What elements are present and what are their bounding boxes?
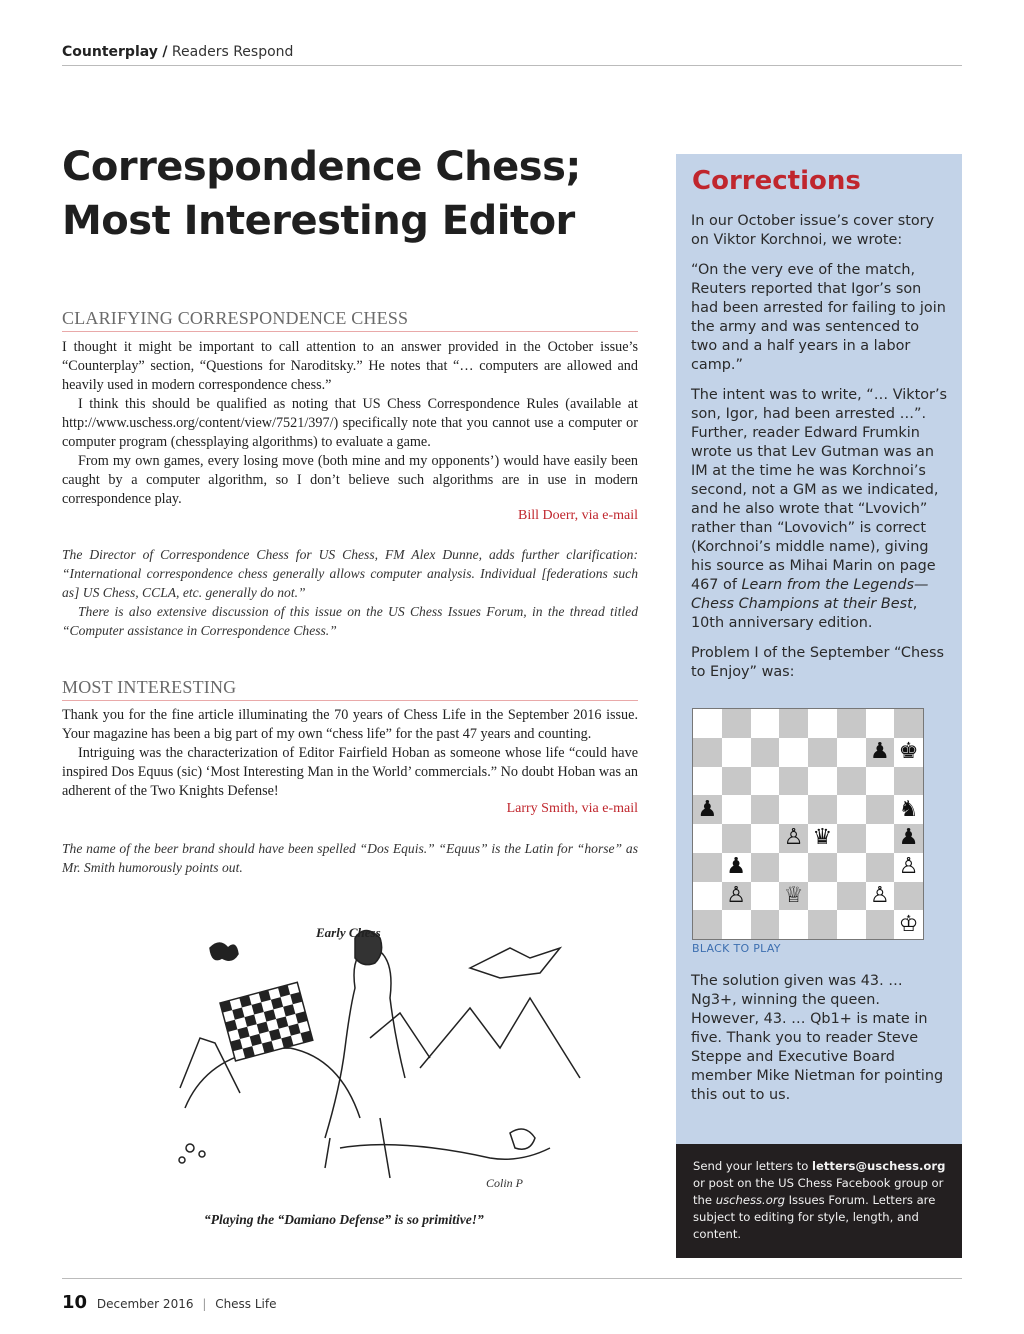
board-square: ♕ <box>779 882 808 911</box>
board-square <box>866 709 895 738</box>
board-square <box>779 795 808 824</box>
board-square <box>779 767 808 796</box>
board-square <box>866 824 895 853</box>
sidebar-p3-a: The intent was to write, “… Viktor’s son, Igor, had been arrested …”. Further, reader Edward Frumkin wrote us that Lev Gutman was an IM at the time he was Korchnoi’s second, not a GM as we indicated, and he also wrote that “Lvovich” rather than “Lovovich” is correct (Korchnoi’s middle name), giving his source as Mihai Marin on page 467 of <box>691 387 948 593</box>
board-square <box>779 910 808 939</box>
letters-site-link[interactable]: uschess.org <box>715 1193 785 1207</box>
cartoon-illustration <box>170 918 600 1238</box>
board-square <box>837 738 866 767</box>
letter2-p2: Intriguing was the characterization of Editor Fairfield Hoban as someone whose life “could have inspired Dos Equus (sic) ‘Most Interesting Man in the World’ commercials.” No doubt Hoban was an adherent of the Two Knights Defense! <box>62 745 638 799</box>
board-square: ♟ <box>866 738 895 767</box>
sidebar-p4: Problem I of the September “Chess to Enjoy” was: <box>691 645 944 680</box>
letter2-signature: Larry Smith, via e-mail <box>506 801 638 816</box>
board-square: ♙ <box>722 882 751 911</box>
letter1-note2: There is also extensive discussion of this issue on the US Chess Issues Forum, in the thread titled “Computer assistance in Correspondence Chess.” <box>62 604 638 638</box>
cartoon-artist-signature: Colin P <box>486 1176 524 1190</box>
header-subsection: Readers Respond <box>171 44 294 60</box>
sidebar-p1: In our October issue’s cover story on Viktor Korchnoi, we wrote: <box>691 213 935 248</box>
board-square <box>808 738 837 767</box>
letters-text-1: Send your letters to <box>693 1159 813 1173</box>
board-square <box>722 738 751 767</box>
board-square <box>751 853 780 882</box>
sidebar-p2: “On the very eve of the match, Reuters reported that Igor’s son had been arrested for failing to join the army and was sentenced to two and a half years in a labor camp.” <box>691 262 946 373</box>
board-square <box>808 853 837 882</box>
cartoon-label: Early Chess <box>316 925 381 940</box>
board-square <box>693 853 722 882</box>
board-square: ♞ <box>898 796 919 822</box>
sidebar-text-top <box>691 212 949 693</box>
title-line-1: Correspondence Chess; <box>62 144 581 190</box>
letter2-body <box>62 706 638 801</box>
running-header <box>62 44 962 60</box>
board-square <box>779 853 808 882</box>
footer-date: December 2016 <box>96 1297 194 1311</box>
header-separator: / <box>162 44 168 60</box>
board-square <box>808 767 837 796</box>
board-square <box>751 767 780 796</box>
board-square <box>779 709 808 738</box>
board-square <box>894 767 923 796</box>
board-square <box>751 882 780 911</box>
board-square: ♟ <box>894 824 923 853</box>
letter2-heading: MOST INTERESTING <box>62 677 638 701</box>
board-square <box>837 795 866 824</box>
letters-text-2: or post on the US Chess Facebook group or the <box>693 1176 944 1207</box>
header-section: Counterplay <box>62 44 158 60</box>
board-square <box>751 910 780 939</box>
title-line-2: Most Interesting Editor <box>62 198 575 244</box>
board-square: ♙ <box>870 882 890 908</box>
board-square <box>837 853 866 882</box>
board-square <box>837 910 866 939</box>
board-square <box>693 709 722 738</box>
board-square <box>722 767 751 796</box>
sidebar-title: Corrections <box>692 166 861 196</box>
board-square <box>751 709 780 738</box>
letter1-signature: Bill Doerr, via e-mail <box>518 508 638 523</box>
board-square <box>866 795 895 824</box>
board-square <box>722 795 751 824</box>
board-square: ♙ <box>779 824 808 853</box>
page-title <box>62 140 642 248</box>
board-square <box>894 882 923 911</box>
board-square <box>722 910 751 939</box>
cartoon-caption: “Playing the “Damiano Defense” is so primitive!” <box>204 1212 484 1227</box>
board-square <box>837 709 866 738</box>
letter1-body <box>62 338 638 509</box>
sidebar-p5: The solution given was 43. … Ng3+, winning the queen. However, 43. … Qb1+ is mate in five. Thank you to reader Steve Steppe and Executive Board member Mike Nietman for pointing this out to us. <box>691 973 944 1103</box>
footer-magazine: Chess Life <box>215 1297 277 1311</box>
board-square <box>894 709 923 738</box>
footer-rule <box>62 1278 962 1279</box>
letter1-note1: The Director of Correspondence Chess for US Chess, FM Alex Dunne, adds further clarification: “International correspondence chess generally allows computer analysis. Individual [federations such as] US Chess, CCLA, etc. generally do not.” <box>62 547 638 600</box>
board-square <box>866 767 895 796</box>
board-square <box>693 824 722 853</box>
board-square <box>751 795 780 824</box>
board-square: ♛ <box>812 825 833 851</box>
letter1-heading: CLARIFYING CORRESPONDENCE CHESS <box>62 308 638 332</box>
board-square <box>837 824 866 853</box>
letter2-editor-note: The name of the beer brand should have been spelled “Dos Equis.” “Equus” is the Latin for “horse” as Mr. Smith humorously points out. <box>62 841 638 875</box>
board-square <box>808 882 837 911</box>
board-square <box>837 882 866 911</box>
sidebar-book-title: Learn from the Legends—Chess Champions at their Best <box>691 577 929 612</box>
board-square <box>722 824 751 853</box>
board-square: ♔ <box>898 911 919 937</box>
letters-email-link[interactable]: letters@uschess.org <box>812 1159 946 1173</box>
board-square <box>722 709 751 738</box>
page-footer <box>62 1292 277 1313</box>
board-square <box>779 738 808 767</box>
letter1-p1: I thought it might be important to call attention to an answer provided in the October issue’s “Counterplay” section, “Questions for Naroditsky.” He notes that “… computers are allowed and heavily used in modern correspondence chess.” <box>62 339 638 393</box>
letter1-p3: From my own games, every losing move (both mine and my opponents’) would have easily been caught by a computer algorithm, so I don’t believe such algorithms are in use in modern correspondence play. <box>62 453 638 507</box>
sidebar-text-bottom <box>691 972 949 1116</box>
board-square: ♙ <box>898 854 919 880</box>
letter1-p2: I think this should be qualified as noting that US Chess Correspondence Rules (available at http://www.uschess.org/content/view/7521/397/) specifically note that you cannot use a computer or computer program (chessplaying algorithms) to evaluate a game. <box>62 396 638 450</box>
board-square <box>808 795 837 824</box>
board-square: ♟ <box>693 795 722 824</box>
footer-divider: | <box>202 1297 207 1311</box>
header-rule <box>62 65 962 66</box>
letter1-editor-note <box>62 545 638 640</box>
board-square <box>693 767 722 796</box>
letters-box-text <box>693 1158 953 1243</box>
chess-diagram <box>692 708 924 940</box>
letter2-p1: Thank you for the fine article illuminating the 70 years of Chess Life in the September 2016 issue. Your magazine has been a big part of my own “chess life” for the past 47 years and counting. <box>62 707 638 742</box>
letters-text-3: Issues Forum. Letters are subject to editing for style, length, and content. <box>693 1193 936 1241</box>
board-square <box>693 910 722 939</box>
board-square <box>808 910 837 939</box>
sidebar-p3-b: , 10th anniversary edition. <box>691 596 918 631</box>
board-square <box>808 709 837 738</box>
board-caption: BLACK TO PLAY <box>692 942 781 955</box>
board-square: ♟ <box>726 854 746 880</box>
board-square: ♚ <box>898 739 919 765</box>
board-square <box>866 910 895 939</box>
board-square <box>693 882 722 911</box>
board-square <box>751 824 780 853</box>
board-square <box>751 738 780 767</box>
board-square <box>837 767 866 796</box>
page-number: 10 <box>62 1292 88 1313</box>
board-square <box>866 853 895 882</box>
board-square <box>693 738 722 767</box>
sidebar-p3 <box>691 386 949 633</box>
